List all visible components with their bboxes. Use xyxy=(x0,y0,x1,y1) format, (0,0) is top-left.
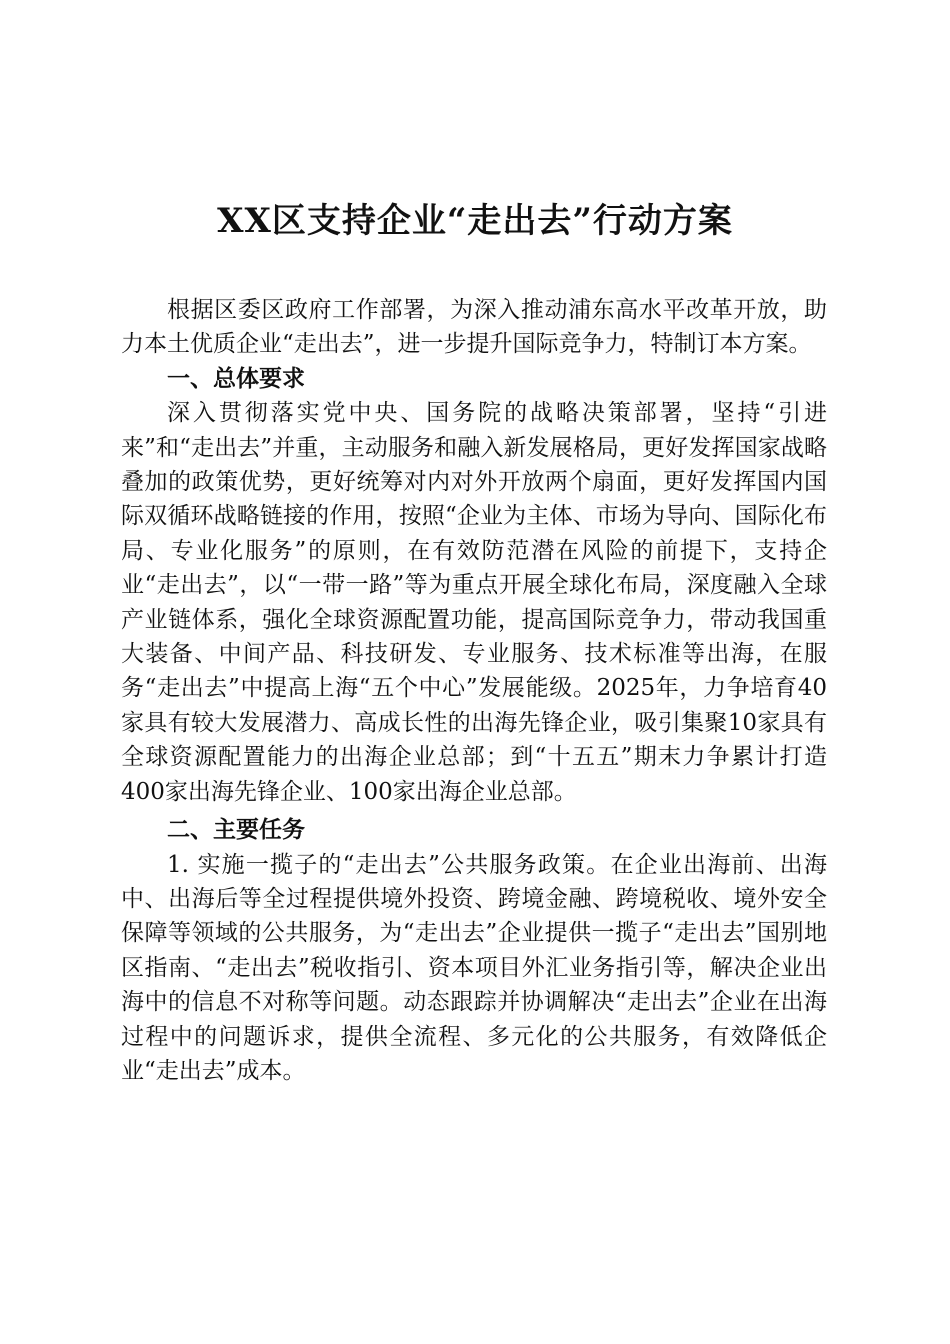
section-heading-main-tasks: 二、主要任务 xyxy=(167,817,305,844)
section-heading-general-requirements: 一、总体要求 xyxy=(167,365,305,392)
document-title: XX区支持企业“走出去”行动方案 xyxy=(217,201,733,241)
main-tasks-paragraph-1: 1. 实施一揽子的“走出去”公共服务政策。在企业出海前、出海中、出海后等全过程提供境外投资、跨境金融、跨境税收、境外安全保障等领域的公共服务，为“走出去”企业提供一揽子“走出去”国别地区指南、“走出去”税收指引、资本项目外汇业务指引等，解决企业出海中的信息不对称等问题。动态跟踪并协调解决“走出去”企业在出海过程中的问题诉求，提供全流程、多元化的公共服务，有效降低企业“走出去”成本。 xyxy=(121,851,827,1084)
general-requirements-paragraph: 深入贯彻落实党中央、国务院的战略决策部署，坚持“引进来”和“走出去”并重，主动服务和融入新发展格局，更好发挥国家战略叠加的政策优势，更好统筹对内对外开放两个扇面，更好发挥国内国际双循环战略链接的作用，按照“企业为主体、市场为导向、国际化布局、专业化服务”的原则，在有效防范潜在风险的前提下，支持企业“走出去”，以“一带一路”等为重点开展全球化布局，深度融入全球产业链体系，强化全球资源配置功能，提高国际竞争力，带动我国重大装备、中间产品、科技研发、专业服务、技术标准等出海，在服务“走出去”中提高上海“五个中心”发展能级。2025年，力争培育40家具有较大发展潜力、高成长性的出海先锋企业，吸引集聚10家具有全球资源配置能力的出海企业总部；到“十五五”期末力争累计打造400家出海先锋企业、100家出海企业总部。 xyxy=(121,400,827,805)
document-body xyxy=(121,293,827,1088)
intro-paragraph: 根据区委区政府工作部署，为深入推动浦东高水平改革开放，助力本土优质企业“走出去”，进一步提升国际竞争力，特制订本方案。 xyxy=(121,297,827,358)
